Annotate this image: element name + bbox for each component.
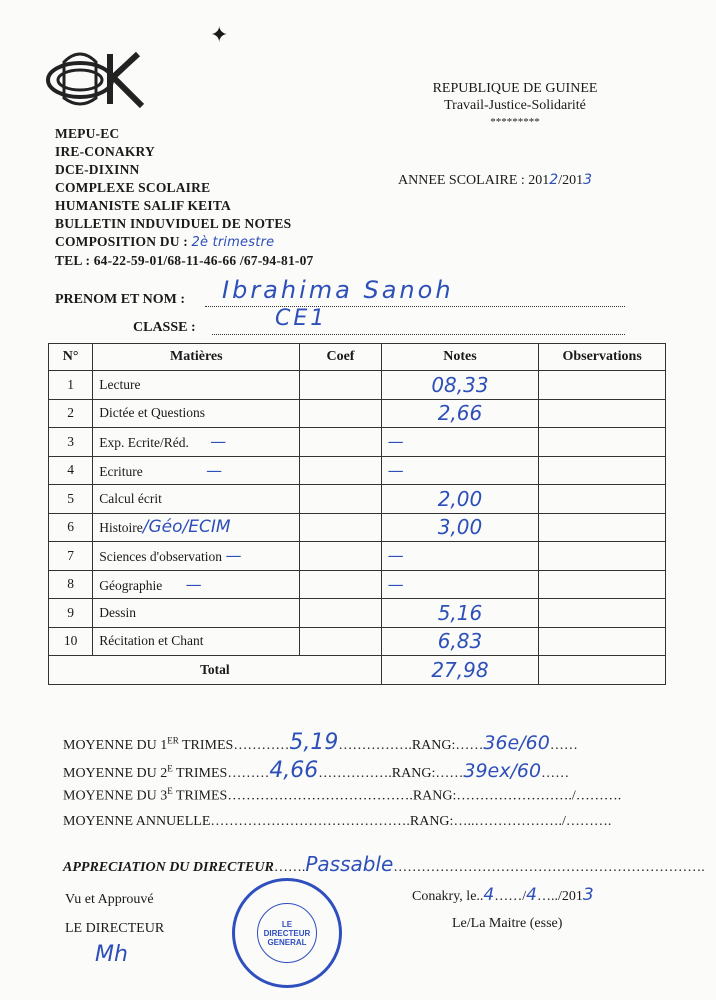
header-line: HUMANISTE SALIF KEITA [55, 198, 231, 213]
row-coef [300, 371, 381, 400]
name-value: Ibrahima Sanoh [222, 276, 454, 304]
row-note: — [381, 428, 539, 457]
table-row [49, 627, 666, 656]
date-year-digit: 3 [582, 885, 594, 905]
total-label: Total [49, 656, 382, 685]
header-left [55, 125, 314, 270]
col-header-coef: Coef [300, 344, 381, 371]
table-row [49, 485, 666, 514]
rang-value: 39ex/60 [463, 760, 542, 782]
composition-label: COMPOSITION DU : [55, 234, 188, 249]
motto: Travail-Justice-Solidarité [444, 98, 586, 113]
table-row [49, 513, 666, 542]
dash-mark: — [210, 432, 227, 452]
notes-table [48, 343, 666, 685]
total-observation [539, 656, 666, 685]
row-coef [300, 456, 381, 485]
moyenne-value: 4,66 [269, 758, 319, 783]
moyenne-row: MOYENNE DU 1ER TRIMES…………5,19…………….RANG:……36e/60…… [63, 730, 578, 755]
appreciation-value: Passable [305, 852, 394, 876]
table-header-row [49, 344, 666, 371]
school-logo [42, 48, 152, 110]
moyenne-label: MOYENNE DU 2 [63, 766, 168, 781]
col-header-notes: Notes [381, 344, 539, 371]
row-observation [539, 399, 666, 428]
header-line: DCE-DIXINN [55, 162, 140, 177]
date-day: 4 [483, 885, 495, 905]
table-row [49, 570, 666, 599]
moyenne-label-end: TRIMES [172, 766, 228, 781]
rang-label: RANG: [391, 766, 436, 781]
row-subject: Géographie [99, 577, 163, 593]
school-year-label: ANNEE SCOLAIRE : 201 [398, 173, 550, 188]
row-coef [300, 485, 381, 514]
name-dotted-line [205, 306, 625, 307]
row-observation [539, 456, 666, 485]
row-number: 1 [49, 371, 93, 400]
table-row [49, 542, 666, 571]
col-header-matieres: Matières [93, 344, 300, 371]
row-note: — [381, 570, 539, 599]
class-label: CLASSE : [133, 320, 196, 335]
moyenne-label: MOYENNE ANNUELLE [63, 814, 211, 829]
class-value: CE1 [275, 306, 328, 331]
row-coef [300, 570, 381, 599]
school-year-digit: 3 [583, 172, 593, 188]
appreciation-row: APPRECIATION DU DIRECTEUR…….Passable…………………………………………………………. [63, 852, 705, 876]
dash-mark: — [206, 460, 223, 480]
row-observation [539, 627, 666, 656]
row-observation [539, 513, 666, 542]
row-observation [539, 570, 666, 599]
date-month: 4 [526, 885, 537, 905]
school-stamp [232, 878, 342, 988]
moyenne-label: MOYENNE DU 3 [63, 788, 168, 804]
date-year-prefix: /201 [557, 889, 583, 904]
row-number: 9 [49, 599, 93, 628]
director-signature: Mh [95, 942, 128, 967]
row-subject-cell [93, 570, 300, 599]
date-place: Conakry, le [412, 889, 477, 904]
row-subject-cell [93, 456, 300, 485]
moyenne-label-end: TRIMES [172, 788, 228, 804]
republic-title: REPUBLIQUE DE GUINEE [432, 81, 598, 96]
date-line: Conakry, le..4……/4…../2013 [412, 885, 594, 905]
row-subject: Sciences d'observation [99, 549, 223, 565]
total-value: 27,98 [381, 656, 539, 685]
moyenne-value: 5,19 [289, 730, 339, 755]
logo-icon [42, 48, 152, 110]
row-subject-cell [93, 428, 300, 457]
row-observation [539, 542, 666, 571]
ink-blot: ✦ [210, 22, 229, 47]
row-coef [300, 627, 381, 656]
row-number: 5 [49, 485, 93, 514]
row-number: 10 [49, 627, 93, 656]
row-coef [300, 513, 381, 542]
rang-label: RANG: [409, 814, 454, 829]
row-subject-cell [93, 513, 300, 542]
col-header-observations: Observations [539, 344, 666, 371]
row-subject: Récitation et Chant [93, 627, 300, 656]
moyenne-row: MOYENNE ANNUELLE…………………………………….RANG:…..………………./………. [63, 814, 612, 829]
row-subject-cell [93, 542, 300, 571]
class-dotted-line [212, 334, 625, 335]
composition-row [55, 233, 314, 252]
row-number: 8 [49, 570, 93, 599]
rang-label: RANG: [411, 738, 456, 753]
row-note: 2,66 [381, 399, 539, 428]
header-line: IRE-CONAKRY [55, 144, 155, 159]
table-row [49, 428, 666, 457]
row-coef [300, 399, 381, 428]
row-coef [300, 599, 381, 628]
moyenne-sup: E [167, 786, 173, 796]
moyenne-sup: ER [167, 735, 179, 746]
school-year [398, 172, 592, 189]
row-coef [300, 428, 381, 457]
row-note: 08,33 [381, 371, 539, 400]
row-note: 6,83 [381, 627, 539, 656]
header-line: BULLETIN INDUVIDUEL DE NOTES [55, 216, 292, 231]
row-observation [539, 428, 666, 457]
row-number: 2 [49, 399, 93, 428]
vu-approuve: Vu et Approuvé [65, 892, 154, 907]
rang-label: RANG: [412, 788, 457, 804]
row-subject: Calcul écrit [93, 485, 300, 514]
row-number: 4 [49, 456, 93, 485]
moyenne-row: MOYENNE DU $3^E$ TRIMES………………………………….RANG:……………………./………. [63, 786, 622, 804]
row-observation [539, 599, 666, 628]
header-line: COMPLEXE SCOLAIRE [55, 180, 211, 195]
row-observation [539, 371, 666, 400]
col-header-no: N° [49, 344, 93, 371]
row-subject: Exp. Ecrite/Réd. [99, 435, 189, 451]
row-number: 6 [49, 513, 93, 542]
row-subject-handwritten: /Géo/ECIM [142, 517, 231, 538]
row-note: — [381, 542, 539, 571]
row-number: 3 [49, 428, 93, 457]
maitre-label: Le/La Maitre (esse) [452, 916, 563, 931]
row-subject: Dessin [93, 599, 300, 628]
moyenne-sup: E [167, 763, 173, 774]
composition-value: 2è trimestre [191, 235, 275, 250]
stamp-center: LE DIRECTEUR GENERAL [257, 903, 317, 963]
appreciation-label: APPRECIATION DU DIRECTEUR [63, 860, 274, 875]
rang-value: 36e/60 [483, 732, 550, 754]
name-label: PRENOM ET NOM : [55, 292, 186, 307]
header-right [400, 80, 630, 131]
table-row [49, 599, 666, 628]
table-row [49, 399, 666, 428]
row-subject: Lecture [93, 371, 300, 400]
row-note: 3,00 [381, 513, 539, 542]
school-year-sep: /201 [558, 173, 584, 188]
moyenne-row: MOYENNE DU $2^E$ TRIMES………4,66…………….RANG:……39ex/60…… [63, 758, 570, 783]
row-note: 2,00 [381, 485, 539, 514]
header-line: MEPU-EC [55, 126, 120, 141]
dash-mark: — [185, 574, 202, 594]
table-row [49, 456, 666, 485]
row-note: 5,16 [381, 599, 539, 628]
row-subject: Histoire [99, 520, 143, 536]
dash-mark: — [225, 546, 242, 566]
row-subject: Dictée et Questions [93, 399, 300, 428]
table-row [49, 371, 666, 400]
moyenne-label-end: TRIMES [178, 738, 234, 753]
school-year-digit: 2 [549, 172, 559, 188]
stars: ********* [490, 116, 540, 128]
moyenne-label: MOYENNE DU 1 [63, 738, 168, 753]
tel-line: TEL : 64-22-59-01/68-11-46-66 /67-94-81-07 [55, 253, 314, 268]
directeur-label: LE DIRECTEUR [65, 921, 165, 936]
row-observation [539, 485, 666, 514]
row-subject: Ecriture [99, 463, 143, 479]
row-number: 7 [49, 542, 93, 571]
row-note: — [381, 456, 539, 485]
total-row [49, 656, 666, 685]
row-coef [300, 542, 381, 571]
